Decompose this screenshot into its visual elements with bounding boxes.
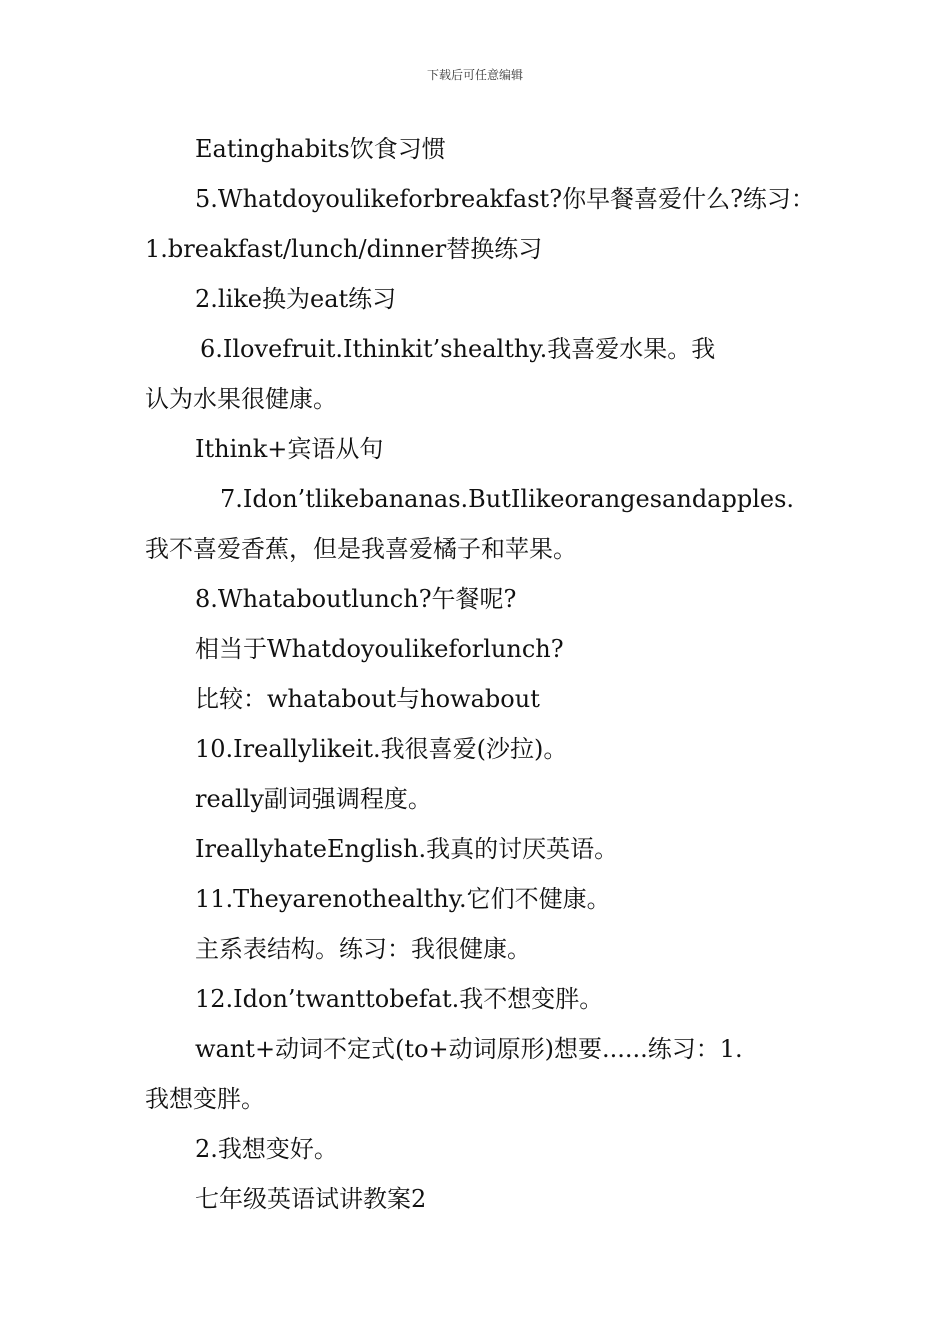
text-line-linking-structure: 主系表结构。练习：我很健康。 xyxy=(195,935,531,963)
text-line-bananas-chinese: 我不喜爱香蕉，但是我喜爱橘子和苹果。 xyxy=(145,535,577,563)
section-title-lesson-plan-2: 七年级英语试讲教案2 xyxy=(195,1185,427,1213)
text-line-fruit-healthy: 认为水果很健康。 xyxy=(145,385,337,413)
text-line-meal-substitution: 1.breakfast/lunch/dinner替换练习 xyxy=(145,235,543,263)
text-line-compare: 比较：whatabout与howabout xyxy=(195,685,540,713)
text-line-love-fruit: 6.Ilovefruit.Ithinkit’shealthy.我喜爱水果。我 xyxy=(200,335,716,363)
text-line-like-to-eat: 2.like换为eat练习 xyxy=(195,285,397,313)
page-header-note: 下载后可任意编辑 xyxy=(426,68,523,82)
text-line-really-like: 10.Ireallylikeit.我很喜爱(沙拉)。 xyxy=(195,735,568,763)
text-line-not-want-fat: 12.Idon’twanttobefat.我不想变胖。 xyxy=(195,985,604,1013)
text-line-ithink-clause: Ithink+宾语从句 xyxy=(195,435,384,463)
text-line-want-fat: 我想变胖。 xyxy=(145,1085,265,1113)
text-line-not-healthy: 11.Theyarenothealthy.它们不健康。 xyxy=(195,885,611,913)
text-line-equivalent: 相当于Whatdoyoulikeforlunch? xyxy=(195,635,564,663)
text-line-what-about-lunch: 8.Whataboutlunch?午餐呢? xyxy=(195,585,517,613)
text-line-hate-english: IreallyhateEnglish.我真的讨厌英语。 xyxy=(195,835,619,863)
text-line-want-infinitive: want+动词不定式(to+动词原形)想要......练习：1. xyxy=(195,1035,743,1063)
text-line-really-adverb: really副词强调程度。 xyxy=(195,785,432,813)
text-line-eating-habits: Eatinghabits饮食习惯 xyxy=(195,135,446,163)
text-line-breakfast-question: 5.Whatdoyoulikeforbreakfast?你早餐喜爱什么?练习： xyxy=(195,185,815,213)
text-line-want-better: 2.我想变好。 xyxy=(195,1135,338,1163)
text-line-bananas-english: 7.Idon’tlikebananas.ButIlikeorangesandapples. xyxy=(220,485,795,513)
